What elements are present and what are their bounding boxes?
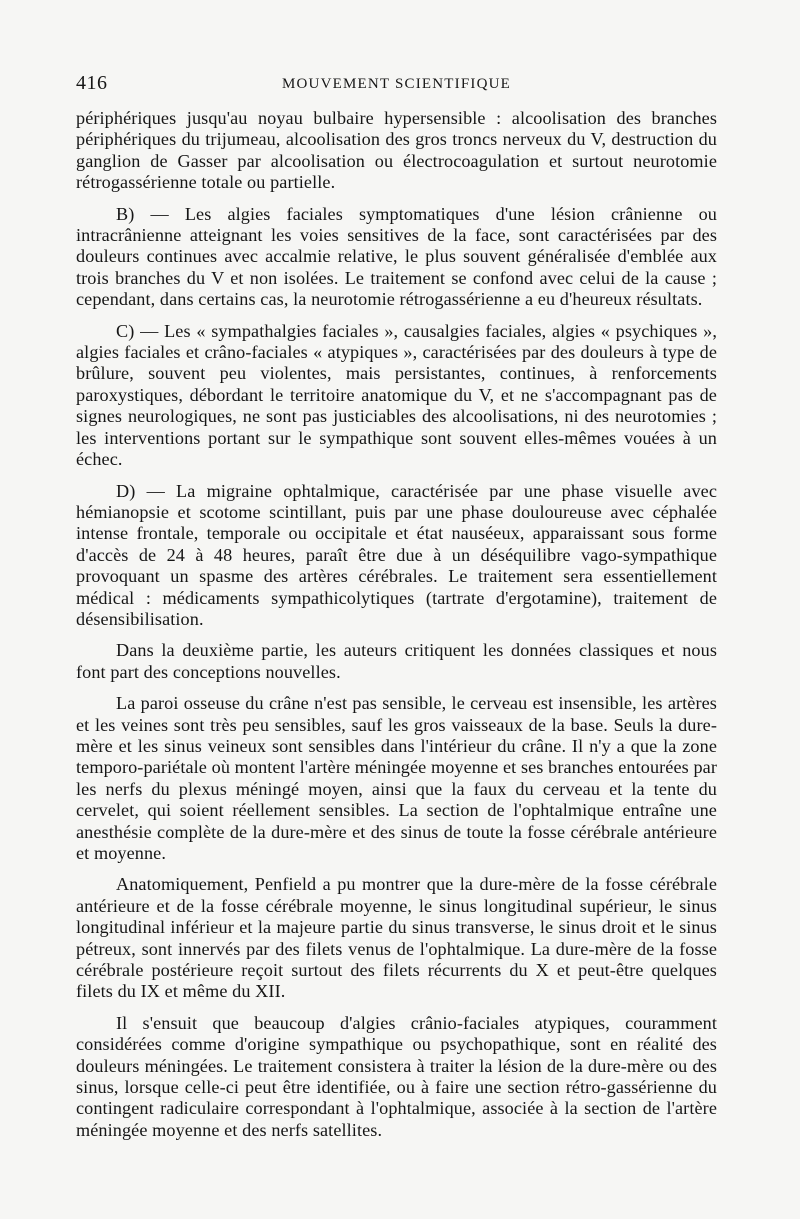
paragraph-conclusion: Il s'ensuit que beaucoup d'algies crânio-faciales atypiques, couramment considérées comme d'origine sympathique ou psychopathique, sont en réalité des douleurs méningées. Le traitement consistera à traiter la lésion de la dure-mère ou des sinus, lorsque celle-ci peut être identifiée, ou à faire une section rétro-gassérienne du contingent radiculaire correspondant à l'ophtalmique, associée à la section de l'artère méningée moyenne et des nerfs satellites.: [76, 1012, 717, 1140]
body-text: [76, 108, 717, 1151]
paragraph-second-part: Dans la deuxième partie, les auteurs critiquent les données classiques et nous font part des conceptions nouvelles.: [76, 640, 717, 682]
paragraph-section-d: D) — La migraine ophtalmique, caractérisée par une phase visuelle avec hémianopsie et scotome scintillant, puis par une phase douloureuse avec céphalée intense frontale, temporale ou occipitale et état nauséeux, apparaissant sous forme d'accès de 24 à 48 heures, paraît être due à un déséquilibre vago-sympathique provoquant un spasme des artères cérébrales. Le traitement sera essentiellement médical : médicaments sympathicolytiques (tartrate d'ergotamine), traitement de désensibilisation.: [76, 480, 717, 629]
paragraph-anatomy: Anatomiquement, Penfield a pu montrer que la dure-mère de la fosse cérébrale antérieure et de la fosse cérébrale moyenne, le sinus longitudinal supérieur, le sinus longitudinal inférieur et la majeure partie du sinus transverse, le sinus droit et le sinus pétreux, sont innervés par des filets venus de l'ophtalmique. La dure-mère de la fosse cérébrale postérieure reçoit surtout des filets récurrents du X et peut-être quelques filets du IX et même du XII.: [76, 874, 717, 1002]
paragraph-section-c: C) — Les « sympathalgies faciales », causalgies faciales, algies « psychiques », algies faciales et crâno-faciales « atypiques », caractérisées par des douleurs à type de brûlure, souvent peu violentes, mais persistantes, continues, à renforcements paroxystiques, débordant le territoire anatomique du V, et ne s'accompagnant pas de signes neurologiques, ne sont pas justiciables des alcoolisations, ni des neurotomies ; les interventions portant sur le sympathique sont souvent elles-mêmes vouées à un échec.: [76, 320, 717, 470]
paragraph-skull-sensitivity: La paroi osseuse du crâne n'est pas sensible, le cerveau est insensible, les artères et les veines sont très peu sensibles, sauf les gros vaisseaux de la base. Seuls la dure-mère et les sinus veineux sont sensibles dans l'intérieur du crâne. Il n'y a que la zone temporo-pariétale où montent l'artère méningée moyenne et ses branches entourées par les nerfs du plexus méningé moyen, ainsi que la faux du cerveau et la tente du cervelet, qui soient réellement sensibles. La section de l'ophtalmique entraîne une anesthésie complète de la dure-mère et des sinus de toute la fosse cérébrale antérieure et moyenne.: [76, 693, 717, 863]
page-number: 416: [76, 72, 108, 94]
page-header: [76, 72, 717, 96]
paragraph-section-b: B) — Les algies faciales symptomatiques d'une lésion crânienne ou intracrânienne atteignant les voies sensitives de la face, sont caractérisées par des douleurs continues avec accalmie relative, le plus souvent généralisée d'emblée aux trois branches du V et non isolées. Le traitement se confond avec celui de la cause ; cependant, dans certains cas, la neurotomie rétrogassérienne a eu d'heureux résultats.: [76, 203, 717, 310]
paragraph-continuation: périphériques jusqu'au noyau bulbaire hypersensible : alcoolisation des branches périphériques du trijumeau, alcoolisation des gros troncs nerveux du V, destruction du ganglion de Gasser par alcoolisation ou électrocoagulation et surtout neurotomie rétrogassérienne totale ou partielle.: [76, 108, 717, 193]
running-title: MOUVEMENT SCIENTIFIQUE: [281, 76, 512, 92]
